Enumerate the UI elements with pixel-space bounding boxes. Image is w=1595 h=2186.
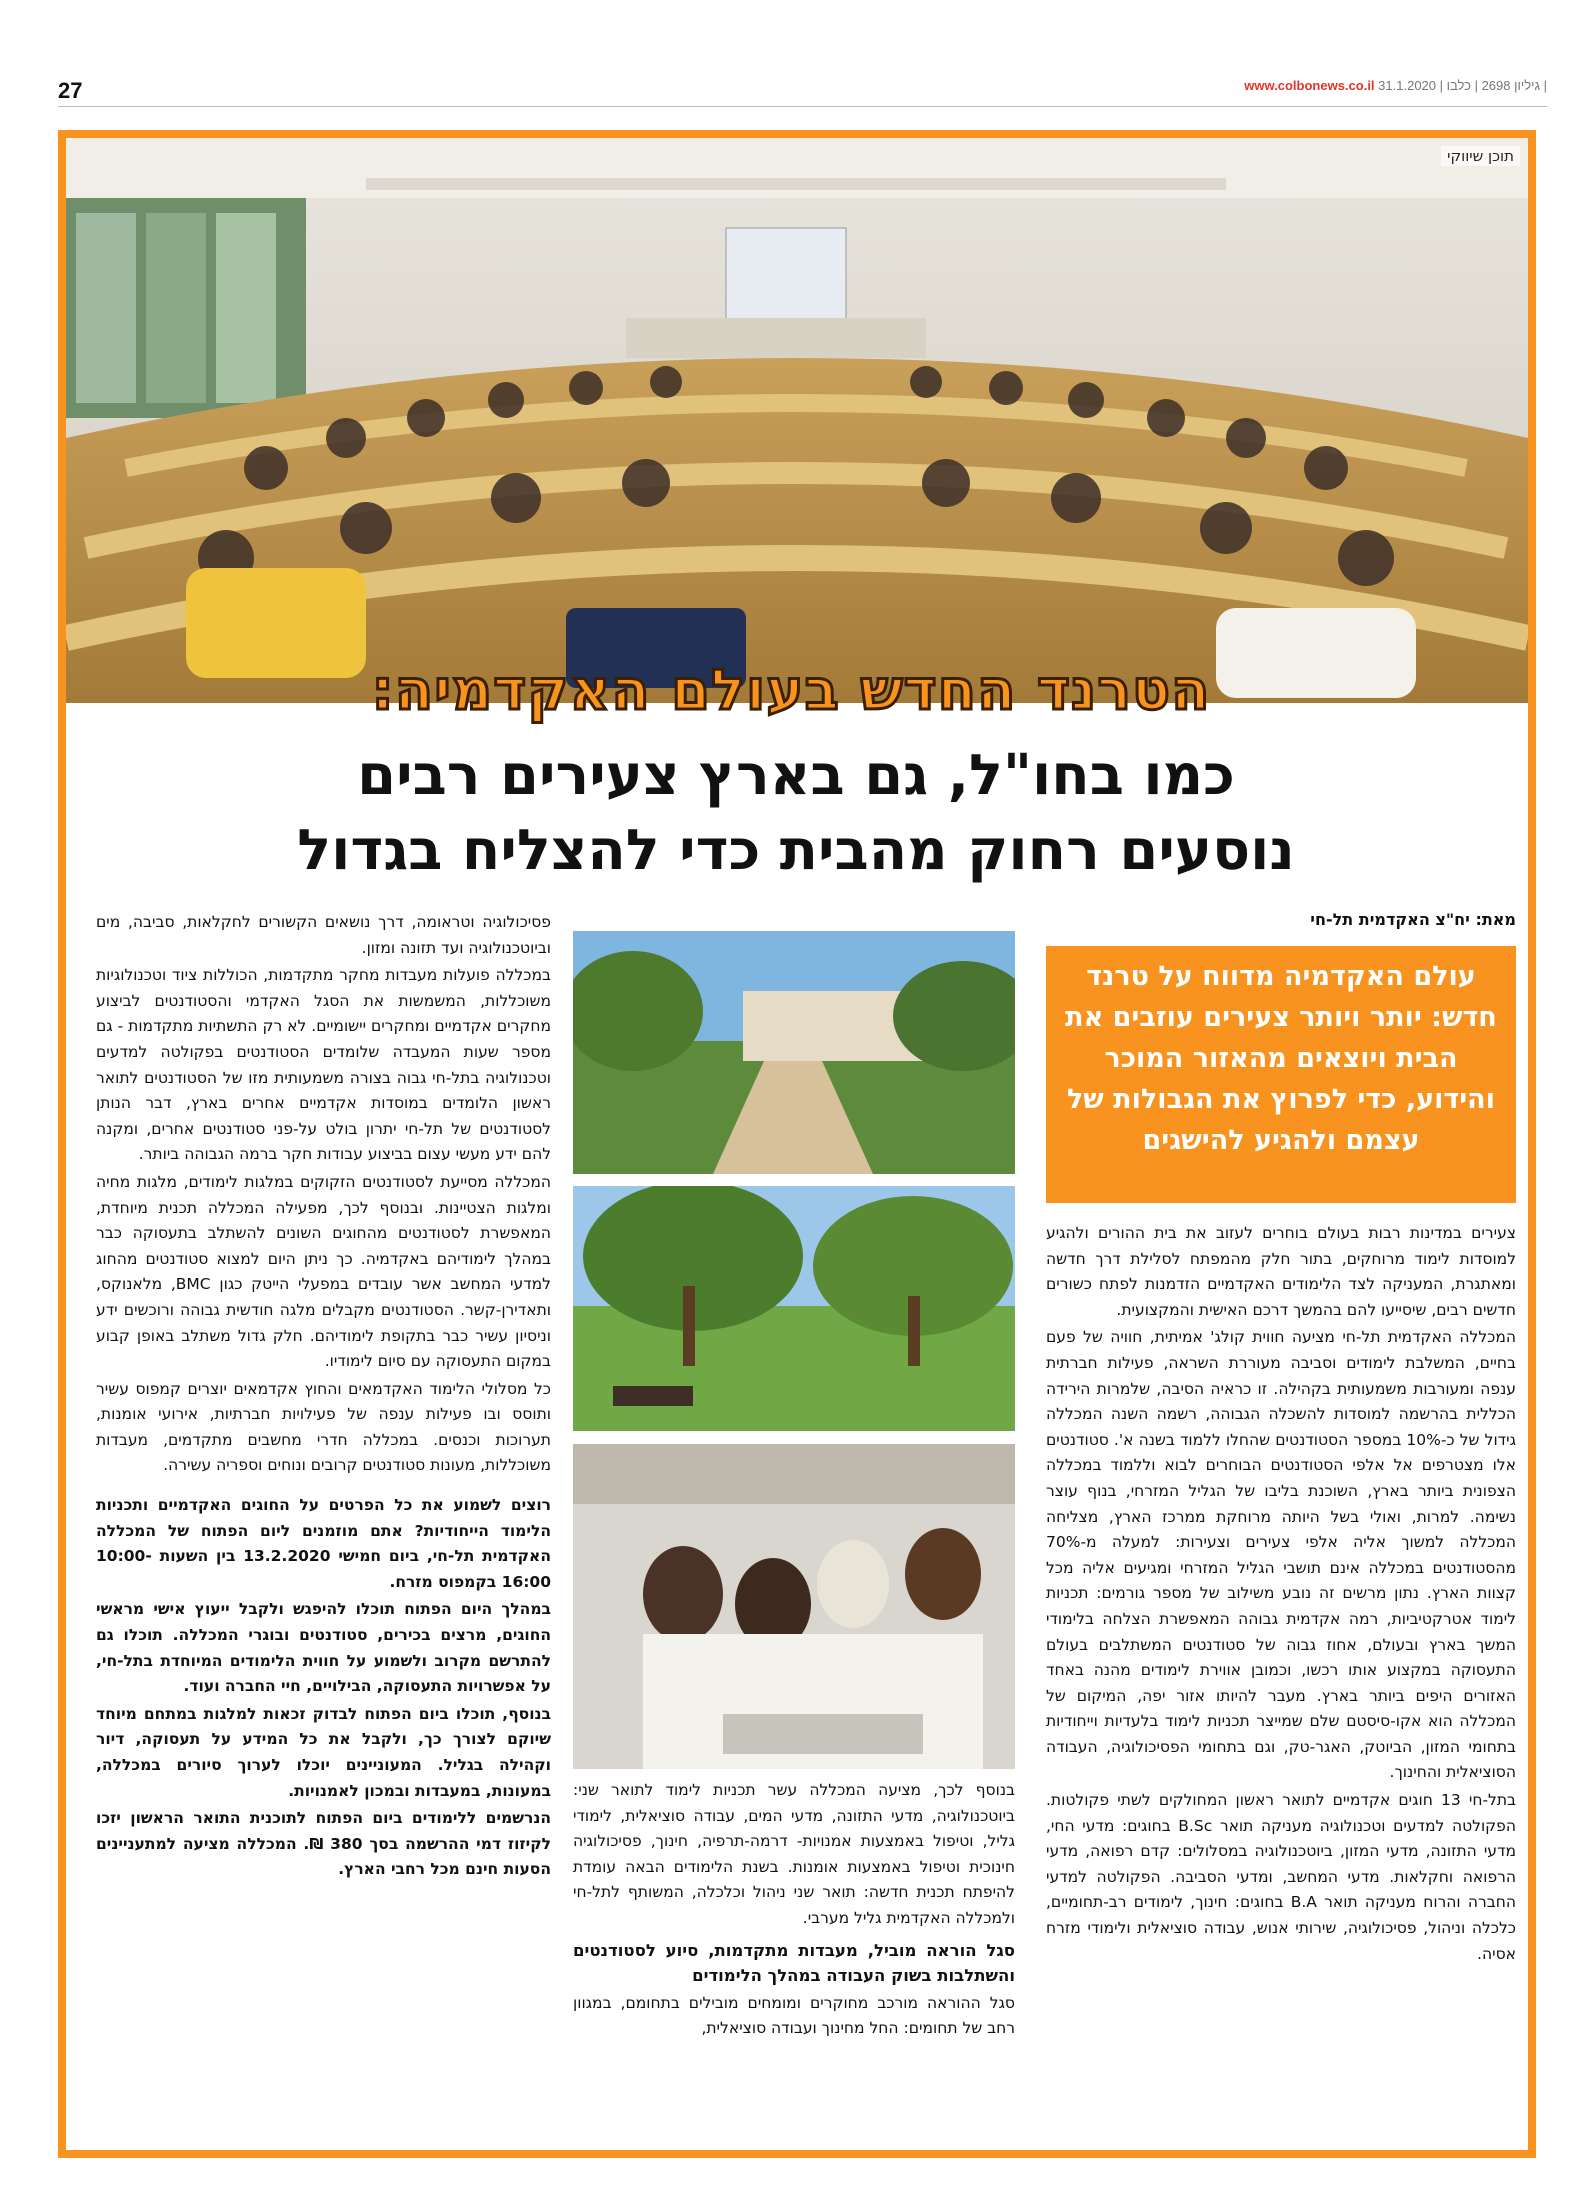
section-subhead: סגל הוראה מוביל, מעבדות מתקדמות, סיוע לסטודנטים והשתלבות בשוק העבודה במהלך הלימודים bbox=[573, 1940, 1015, 1986]
promo-paragraph: בנוסף, תוכלו ביום הפתוח לבדוק זכאות למלגות במתחם מיוחד שיוקם לצורך כך, ולקבל את כל המידע על תעסוקה, דיור וקהילה בגליל. המעוניינים יוכלו לערוך סיורים במכללה, במעונות, במעבדות ובמכון לאמנויות. bbox=[96, 1704, 551, 1800]
campus-walkway-illustration bbox=[573, 931, 1015, 1174]
header-rule bbox=[58, 106, 1547, 107]
column-right bbox=[1046, 1221, 1516, 1969]
paragraph: סגל ההוראה מורכב מחוקרים ומומחים מובילים בתחומם, במגוון רחב של תחומים: החל מחינוך ועבודה סוציאלית, bbox=[573, 1993, 1015, 2038]
promo-paragraph: במהלך היום הפתוח תוכלו להיפגש ולקבל ייעוץ אישי מראשי החוגים, מרצים בכירים, סטודנטים ובוגרי המכללה. תוכלו גם להתרשם מקרוב ולשמוע על חווית הלימודים המיוחדת בתל-חי, על אפשרויות התעסוקה, הבילויים, חיי החברה ועוד. bbox=[96, 1600, 551, 1696]
paragraph: בתל-חי 13 חוגים אקדמיים לתואר ראשון המחולקים לשתי פקולטות. הפקולטה למדעים וטכנולוגיה מעניקה תואר B.Sc בחוגים: מדעי החי, מדעי התזונה, מדעי המזון, ביוטכנולוגיה במסלולים: קדם רפואה, מדעי הרפואה וחקלאות. מדעי המחשב, ומדעי הסביבה. הפקולטה למדעי החברה והרוח מעניקה תואר B.A בחוגים: חינוך, לימודים רב-תחומיים, כלכלה וניהול, פסיכולוגיה, שירותי אנוש, עבודה סוציאלית ולימודי מזרח אסיה. bbox=[1046, 1791, 1516, 1963]
paragraph: צעירים במדינות רבות בעולם בוחרים לעזוב את בית ההורים ולהגיע למוסדות לימוד מרוחקים, בתור חלק מהמפתח לסלילת דרך חדשה ומאתגרת, המעניקה לצד הלימודים האקדמיים הזדמנות לפתח כשורים חדשים רבים, שיסייעו להם בהמשך דרכם האישית והמקצועית. bbox=[1046, 1224, 1516, 1319]
promo-paragraph: הנרשמים ללימודים ביום הפתוח לתוכנית התואר הראשון יזכו לקיזוז דמי ההרשמה בסך 380 ₪. המכללה מציעה למתעניינים הסעות חינם מכל רחבי הארץ. bbox=[96, 1809, 551, 1879]
paragraph: כל מסלולי הלימוד האקדמאים והחוץ אקדמאים יוצרים קמפוס עשיר ותוסס ובו פעילות ענפה של פעילויות חברתיות, אירועי אומנות, תערוכות וכנסים. במכללה חדרי מחשבים מתקדמים, מעבדות משוכללות, מעונות סטודנטים קרובים ונוחים וספריה עשירה. bbox=[96, 1379, 551, 1475]
byline: מאת: יח"צ האקדמית תל-חי bbox=[1310, 910, 1516, 929]
campus-lawn-photo bbox=[573, 1186, 1015, 1431]
folio bbox=[1244, 78, 1547, 93]
kicker-title: הטרנד החדש בעולם האקדמיה: bbox=[371, 658, 1211, 723]
paragraph: במכללה פועלות מעבדות מחקר מתקדמות, הכוללות ציוד וטכנולוגיות משוכללות, המשמשות את הסגל האקדמי והסטודנטים לביצוע מחקרים אקדמיים ומחקרים יישומיים. לא רק התשתיות מתקדמות - גם מספר שעות המעבדה שלומדים הסטודנטים בפקולטה למדעים וטכנולוגיה בתל-חי גבוה בצורה משמעותית מזו של הסטודנטים לתואר ראשון הלומדים במוסדות אקדמיים אחרים בארץ, דבר הנותן לסטודנטים של תל-חי יתרון בולט על-פני סטודנטים אחרים, ומקנה להם ידע מעשי עצום בביצוע עבודות חקר ברמה הגבוהה ביותר. bbox=[96, 966, 551, 1164]
paragraph: המכללה האקדמית תל-חי מציעה חווית קולג' אמיתית, חוויה של פעם בחיים, המשלבת לימודים וסביבה מעוררת השראה, פעילות חברתית ענפה ומעורבות משמעותית בקהילה. זו כראיה הסיבה, שלמרות הירידה הכללית בהרשמה למוסדות להשכלה הגבוהה, רשמה השנה המכללה גידול של כ-10% במספר הסטודנטים שהחלו ללמוד בשנה א'. סטודנטים אלו מצטרפים אל אלפי הסטודנטים הבוחרים לבוא וללמוד במכללה הצפונית ביותר בארץ, השוכנת בליבו של הגליל המזרחי, בנוף עוצר נשימה. למרות, ואולי בשל היותה מרוחקת ממרכז הארץ, מצליחה המכללה למשוך אליה אלפי צעירים וצעירות: למעלה מ-70% מהסטודנטים במכללה אינם תושבי הגליל המזרחי ומגיעים אליה מכל קצוות הארץ. נתון מרשים זה נובע משילוב של מספר גורמים: תכניות לימוד אטרקטיביות, רמה אקדמית גבוהה המאפשרת הצלחה בלימודי המשך בארץ ובעולם, אחוז גבוה של סטודנטים המשתלבים בעולם התעסוקה במקצוע אותו רכשו, וכמובן אווירת לימודים מהנה באחד האזורים היפים ביותר בארץ. מעבר להיותו אזור יפה, המיקום של המכללה הוא אקו-סיסטם שלם שמייצר תכניות לימוד בלעדיות וייחודיות בתחומי המזון, הביוטק, האגר-טק, וגם בתחומי הפסיכולוגיה, העבודה הסוציאלית והחינוך. bbox=[1046, 1328, 1516, 1782]
folio-site[interactable]: www.colbonews.co.il bbox=[1244, 78, 1375, 93]
lecture-hall-photo bbox=[66, 138, 1528, 703]
promo-paragraph: רוצים לשמוע את כל הפרטים על החוגים האקדמיים ותכניות הלימוד הייחודיות? אתם מוזמנים ליום הפתוח של המכללה האקדמית תל-חי, ביום חמישי 13.2.2020 בין השעות 10:00-16:00 בקמפוס מזרח. bbox=[96, 1496, 551, 1591]
campus-walkway-photo bbox=[573, 931, 1015, 1174]
headline-line-1: כמו בחו"ל, גם בארץ צעירים רבים bbox=[357, 743, 1235, 808]
food-lab-illustration bbox=[573, 1444, 1015, 1769]
callout-box: עולם האקדמיה מדווח על טרנד חדש: יותר ויותר צעירים עוזבים את הבית ויוצאים מהאזור המוכר והידוע, כדי לפרוץ את הגבולות של עצמם ולהגיע להישגים bbox=[1046, 946, 1516, 1203]
paragraph: בנוסף לכך, מציעה המכללה עשר תכניות לימוד לתואר שני: ביוטכנולוגיה, מדעי התזונה, מדעי המים, עבודה סוציאלית, לימודי גליל, וטיפול באמצעות אמנויות- דרמה-תרפיה, חינוך, פסיכולוגיה חינוכית וטיפול באמצעות אומנות. בשנת הלימודים הבאה עומדת להיפתח תכנית חדשה: תואר שני ניהול וכלכלה, המשותף לתל-חי ולמכללה האקדמית גליל מערבי. bbox=[573, 1781, 1015, 1927]
headline-line-2: נוסעים רחוק מהבית כדי להצליח בגדול bbox=[297, 818, 1295, 883]
food-lab-photo bbox=[573, 1444, 1015, 1769]
column-left bbox=[96, 910, 551, 1885]
photo-credit: תוכן שיווקי bbox=[1441, 146, 1520, 166]
folio-date-issue: 31.1.2020 | גיליון 2698 | כלבו | bbox=[1378, 78, 1547, 93]
lecture-hall-illustration bbox=[66, 138, 1528, 703]
article-frame bbox=[58, 130, 1536, 2158]
paragraph: המכללה מסייעת לסטודנטים הזקוקים במלגות לימודים, מלגות מחיה ומלגות הצטיינות. ובנוסף לכך, מפעילה המכללה תכנית מיוחדת, המאפשרת לסטודנטים מהחוגים השונים להשתלב בתעסוקה כבר במהלך לימודיהם באקדמיה. כך ניתן היום למצוא סטודנטים מהחוג למדעי המחשב אשר עובדים במפעלי הייטק כגון BMC, מלאנוקס, ותאדירן-קשר. הסטודנטים מקבלים מלגה חודשית גבוהה ורוכשים ידע וניסיון עשיר כבר בתקופת לימודיהם. חלק גדול משתלב באופן קבוע במקום התעסוקה עם סיום לימודיו. bbox=[96, 1172, 551, 1371]
campus-lawn-illustration bbox=[573, 1186, 1015, 1431]
column-middle bbox=[573, 1778, 1015, 2044]
page-number: 27 bbox=[58, 78, 83, 103]
paragraph: פסיכולוגיה וטראומה, דרך נושאים הקשורים לחקלאות, סביבה, מים וביוטכנולוגיה ועד תזונה ומזון. bbox=[96, 913, 551, 957]
